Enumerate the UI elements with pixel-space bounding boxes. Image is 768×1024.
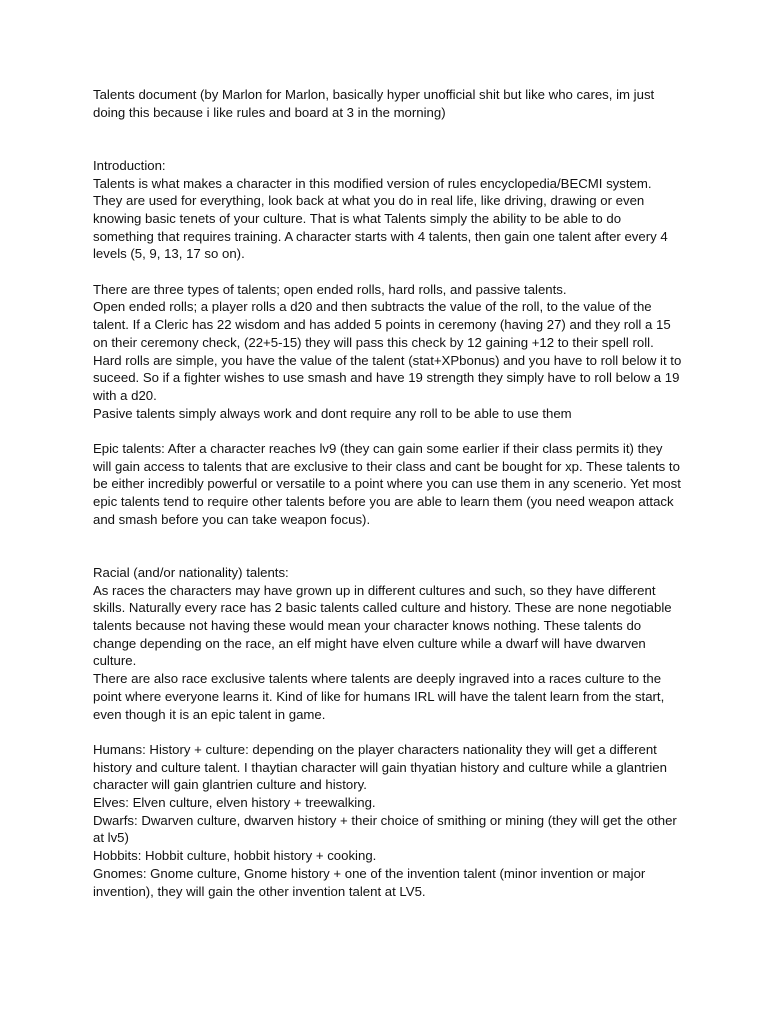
- document-title: Talents document (by Marlon for Marlon, basically hyper unofficial shit but like who cares, im just doing this because i like rules and board at 3 in the morning): [93, 87, 655, 120]
- open-ended-rolls-paragraph: Open ended rolls; a player rolls a d20 and then subtracts the value of the roll, to the value of the talent. If a Cleric has 22 wisdom and has added 5 points in ceremony (having 27) and they roll a 15 on their ceremony check, (22+5-15) they will pass this check by 12 gaining +12 to their spell roll.: [93, 299, 671, 350]
- spacer: [93, 723, 683, 741]
- introduction-paragraph: Talents is what makes a character in this modified version of rules encyclopedia/BECMI system. They are used for everything, look back at what you do in real life, like driving, drawing or even knowing basic tenets of your culture. That is what Talents simply the ability to be able to do something that requires training. A character starts with 4 talents, then gain one talent after every 4 levels (5, 9, 13, 17 so on).: [93, 175, 668, 262]
- racial-talents-heading: Racial (and/or nationality) talents:: [93, 564, 289, 580]
- hard-rolls-paragraph: Hard rolls are simple, you have the value of the talent (stat+XPbonus) and you have to roll below it to suceed. So if a fighter wishes to use smash and have 19 strength they simply have to roll below a 19 with a d20.: [93, 352, 682, 403]
- race-entry-gnomes: Gnomes: Gnome culture, Gnome history + one of the invention talent (minor invention or major invention), they will gain the other invention talent at LV5.: [93, 865, 646, 899]
- introduction-heading: Introduction:: [93, 157, 166, 173]
- race-entry-humans: Humans: History + culture: depending on the player characters nationality they will get a different history and culture talent. I thaytian character will gain thyatian history and culture while a glantrien character will gain glantrien culture and history.: [93, 741, 667, 793]
- spacer: [93, 263, 683, 281]
- race-entry-elves: Elves: Elven culture, elven history + treewalking.: [93, 795, 376, 811]
- document-body: [93, 86, 683, 900]
- race-exclusive-talents-paragraph: There are also race exclusive talents where talents are deeply ingraved into a races culture to the point where everyone learns it. Kind of like for humans IRL will have the talent learn from the start, even though it is an epic talent in game.: [93, 671, 665, 722]
- spacer: [93, 422, 683, 440]
- spacer: [93, 529, 683, 564]
- race-entry-hobbits: Hobbits: Hobbit culture, hobbit history + cooking.: [93, 848, 377, 864]
- racial-talents-paragraph: As races the characters may have grown up in different cultures and such, so they have different skills. Naturally every race has 2 basic talents called culture and history. These are none negotiable talents because not having these would mean your character knows nothing. These talents do change depending on the race, an elf might have elven culture while a dwarf will have dwarven culture.: [93, 582, 672, 669]
- talent-types-intro: There are three types of talents; open ended rolls, hard rolls, and passive talents.: [93, 281, 567, 297]
- race-entry-dwarfs: Dwarfs: Dwarven culture, dwarven history + their choice of smithing or mining (they will get the other at lv5): [93, 812, 677, 846]
- epic-talents-paragraph: Epic talents: After a character reaches lv9 (they can gain some earlier if their class permits it) they will gain access to talents that are exclusive to their class and cant be bought for xp. These talents to be either incredibly powerful or versatile to a point where you can use them in any scenerio. Yet most epic talents tend to require other talents before you are able to learn them (you need weapon attack and smash before you can take weapon focus).: [93, 441, 681, 527]
- passive-talents-paragraph: Pasive talents simply always work and dont require any roll to be able to use them: [93, 405, 572, 421]
- spacer: [93, 121, 683, 156]
